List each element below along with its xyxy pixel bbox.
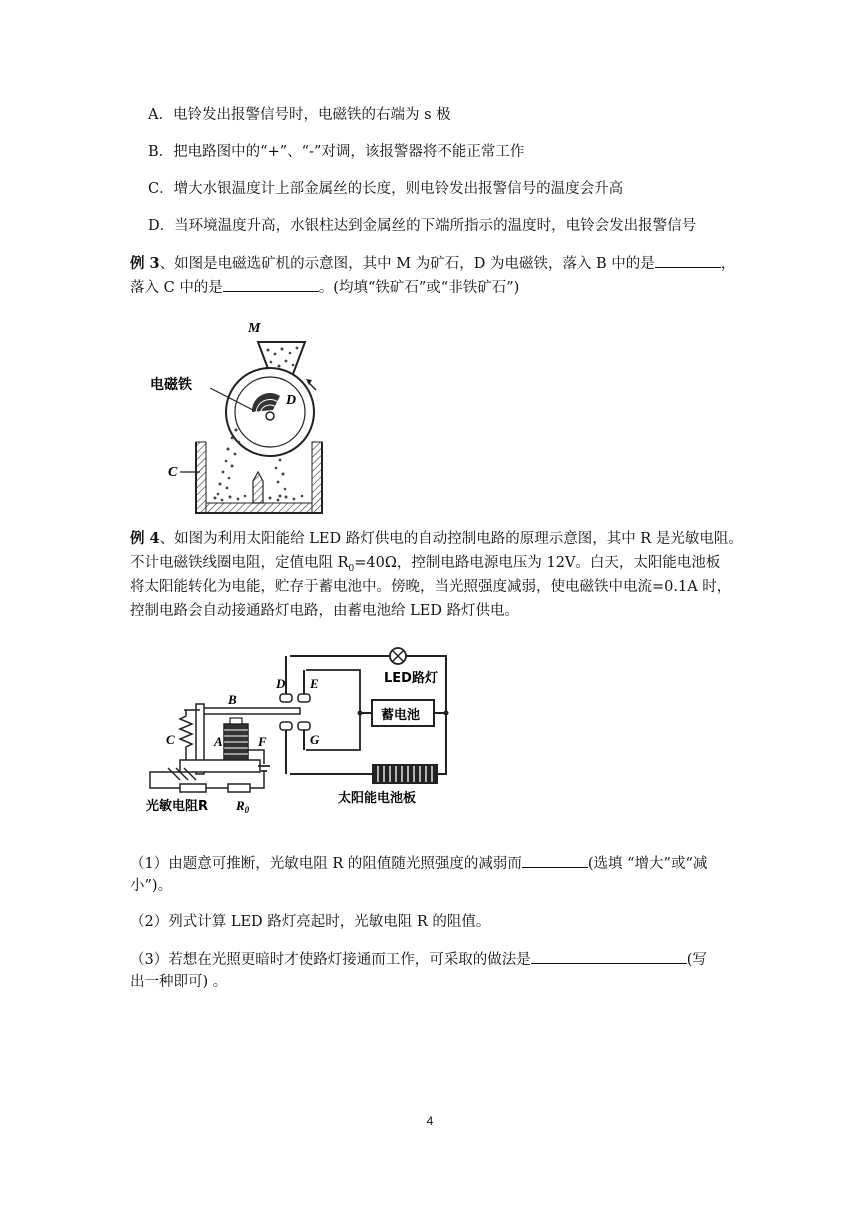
label-solar-panel: 太阳能电池板 (338, 791, 417, 806)
example-3-label: 例 3 (130, 255, 160, 272)
question-1-line-2: 小”)。 (130, 878, 173, 894)
label-g: G (310, 732, 320, 747)
drum-axle (266, 412, 274, 420)
answer-blank-b[interactable] (655, 252, 721, 268)
question-3-hint: (写 (686, 952, 707, 968)
example-3-text: 、如图是电磁选矿机的示意图，其中 M 为矿石，D 为电磁铁，落入 B 中的是 (159, 256, 655, 272)
answer-blank-c[interactable] (223, 276, 319, 292)
label-r0: $R_0$ (236, 798, 250, 815)
solar-control-circuit-figure (140, 640, 460, 828)
label-f: F (258, 734, 267, 749)
photoresistor (180, 784, 206, 792)
label-m: M (248, 321, 261, 336)
answer-blank-q1[interactable] (522, 852, 588, 868)
answer-blank-q3[interactable] (531, 948, 687, 964)
ore-separator-figure (140, 318, 340, 524)
r0-subscript: 0 (348, 563, 355, 574)
spring-icon (180, 710, 192, 760)
question-3-text: （3）若想在光照更暗时才使路灯接通而工作，可采取的做法是 (130, 952, 531, 968)
label-c: C (168, 465, 178, 480)
question-1-hint: (选填 “增大”或“减 (587, 856, 708, 872)
example-4-text-2b: =40Ω，控制电路电源电压为 12V。白天，太阳能电池板 (354, 555, 721, 571)
label-electromagnet: 电磁铁 (150, 377, 192, 393)
label-e: E (310, 676, 319, 691)
label-led-lamp: LED路灯 (384, 671, 438, 686)
option-b: B．把电路图中的“+”、“-”对调，该报警器将不能正常工作 (148, 144, 525, 160)
question-3-line-1 (130, 948, 707, 970)
example-4-text-1: 、如图为利用太阳能给 LED 路灯供电的自动控制电路的原理示意图，其中 R 是光敏电阻。 (159, 531, 743, 547)
page-number: 4 (426, 1114, 434, 1128)
question-1-text: （1）由题意可推断，光敏电阻 R 的阻值随光照强度的减弱而 (130, 856, 522, 872)
option-c: C．增大水银温度计上部金属丝的长度，则电铃发出报警信号的温度会升高 (148, 181, 624, 197)
punct: ， (720, 256, 736, 272)
option-d: D．当环境温度升高，水银柱达到金属丝的下端所指示的温度时，电铃会发出报警信号 (148, 218, 697, 234)
example-3-line-2 (130, 276, 519, 298)
question-2: （2）列式计算 LED 路灯亮起时，光敏电阻 R 的阻值。 (130, 914, 491, 930)
example-3-text-3: 。(均填“铁矿石”或“非铁矿石”) (318, 280, 520, 296)
example-3-line-1 (130, 252, 735, 274)
option-a: A．电铃发出报警信号时，电磁铁的右端为 s 极 (148, 107, 451, 123)
example-4-line-3: 将太阳能转化为电能，贮存于蓄电池中。傍晚，当光照强度减弱，使电磁铁中电流=0.1A 时， (130, 579, 732, 595)
label-c: C (166, 732, 175, 747)
example-4-label: 例 4 (130, 530, 160, 547)
label-d: D (286, 393, 297, 408)
label-storage-battery: 蓄电池 (381, 708, 421, 723)
label-photoresistor: 光敏电阻R (146, 799, 209, 814)
label-a: A (214, 734, 223, 749)
example-3-text-2: 落入 C 中的是 (130, 280, 223, 296)
example-4-line-1 (130, 529, 743, 549)
label-d: D (276, 676, 286, 691)
bin-divider (253, 472, 263, 503)
question-3-line-2: 出一种即可) 。 (130, 974, 228, 990)
example-4-text-2a: 不计电磁铁线圈电阻，定值电阻 R (130, 555, 349, 571)
solar-panel-icon (372, 764, 438, 784)
question-1-line-1 (130, 852, 707, 874)
example-4-line-4: 控制电路会自动接通路灯电路，由蓄电池给 LED 路灯供电。 (130, 603, 520, 619)
armature-lever (200, 708, 300, 714)
fixed-resistor-r0 (228, 784, 250, 792)
label-b: B (228, 692, 237, 707)
example-4-line-2 (130, 553, 720, 579)
